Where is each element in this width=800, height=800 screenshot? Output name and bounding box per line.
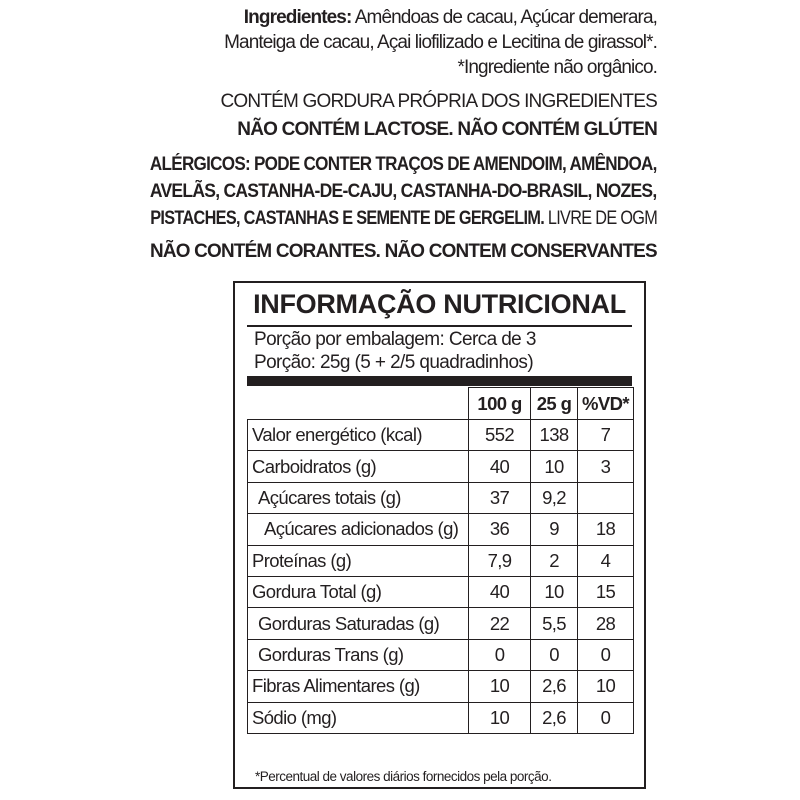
row-label: Gorduras Trans (g) xyxy=(248,639,469,670)
row-vd xyxy=(578,482,634,513)
row-per25: 10 xyxy=(531,576,578,607)
table-row xyxy=(248,608,634,639)
row-per100: 36 xyxy=(469,514,531,545)
header-blank xyxy=(248,388,469,420)
lactose-gluten-claim: NÃO CONTÉM LACTOSE. NÃO CONTÉM GLÚTEN xyxy=(237,119,657,140)
colorants-claim: NÃO CONTÉM CORANTES. NÃO CONTEM CONSERVANTES xyxy=(150,241,657,262)
title-divider xyxy=(247,325,632,327)
row-per25: 10 xyxy=(531,451,578,482)
row-vd: 10 xyxy=(578,671,634,702)
row-per100: 552 xyxy=(469,420,531,451)
row-vd: 3 xyxy=(578,451,634,482)
ogm-claim: LIVRE DE OGM xyxy=(547,208,657,229)
footnote: *Percentual de valores diários fornecidos pela porção. xyxy=(255,769,552,784)
row-vd: 0 xyxy=(578,702,634,733)
row-per100: 10 xyxy=(469,702,531,733)
row-per25: 5,5 xyxy=(531,608,578,639)
row-vd: 15 xyxy=(578,576,634,607)
row-per25: 0 xyxy=(531,639,578,670)
portion-divider xyxy=(247,376,632,386)
row-label: Açúcares totais (g) xyxy=(248,482,469,513)
fat-claim: CONTÉM GORDURA PRÓPRIA DOS INGREDIENTES xyxy=(220,91,657,112)
row-label: Sódio (mg) xyxy=(248,702,469,733)
ingredients-text-2: Manteiga de cacau, Açai liofilizado e Lecitina de girassol*. xyxy=(224,32,657,53)
row-per100: 10 xyxy=(469,671,531,702)
row-per100: 40 xyxy=(469,451,531,482)
allergens-text-3: PISTACHES, CASTANHAS E SEMENTE DE GERGELIM. xyxy=(150,208,544,229)
header-25g: 25 g xyxy=(531,388,578,420)
table-row xyxy=(248,482,634,513)
ingredients-note: *Ingrediente não orgânico. xyxy=(457,57,657,78)
row-per100: 37 xyxy=(469,482,531,513)
header-row xyxy=(248,388,634,420)
row-vd: 7 xyxy=(578,420,634,451)
ingredients-text-1: Amêndoas de cacau, Açúcar demerara, xyxy=(354,7,657,28)
row-label: Valor energético (kcal) xyxy=(248,420,469,451)
row-label: Proteínas (g) xyxy=(248,545,469,576)
allergens-line-2: AVELÃS, CASTANHA-DE-CAJU, CASTANHA-DO-BRASIL, NOZES, xyxy=(150,181,657,202)
table-row xyxy=(248,639,634,670)
row-per100: 40 xyxy=(469,576,531,607)
table-row xyxy=(248,514,634,545)
ingredients-label: Ingredientes: xyxy=(243,7,352,28)
row-per100: 0 xyxy=(469,639,531,670)
row-label: Carboidratos (g) xyxy=(248,451,469,482)
allergens-line-1: ALÉRGICOS: PODE CONTER TRAÇOS DE AMENDOIM, AMÊNDOA, xyxy=(150,154,657,175)
row-vd: 0 xyxy=(578,639,634,670)
row-per100: 22 xyxy=(469,608,531,639)
table-row xyxy=(248,420,634,451)
portions-per-pack: Porção por embalagem: Cerca de 3 xyxy=(254,329,536,350)
row-per25: 2 xyxy=(531,545,578,576)
row-per25: 2,6 xyxy=(531,671,578,702)
table-row xyxy=(248,702,634,733)
row-per25: 9 xyxy=(531,514,578,545)
row-per25: 9,2 xyxy=(531,482,578,513)
row-vd: 18 xyxy=(578,514,634,545)
row-per25: 138 xyxy=(531,420,578,451)
header-vd: %VD* xyxy=(578,388,634,420)
table-row xyxy=(248,545,634,576)
row-per25: 2,6 xyxy=(531,702,578,733)
row-vd: 28 xyxy=(578,608,634,639)
portion-size: Porção: 25g (5 + 2/5 quadradinhos) xyxy=(254,352,534,373)
nutrition-grid xyxy=(247,387,634,734)
table-row xyxy=(248,451,634,482)
header-100g: 100 g xyxy=(469,388,531,420)
row-vd: 4 xyxy=(578,545,634,576)
ingredients-line-1 xyxy=(244,7,657,29)
row-label: Gordura Total (g) xyxy=(248,576,469,607)
row-label: Açúcares adicionados (g) xyxy=(248,514,469,545)
row-label: Fibras Alimentares (g) xyxy=(248,671,469,702)
table-row xyxy=(248,576,634,607)
nutrition-table xyxy=(233,281,646,789)
table-row xyxy=(248,671,634,702)
row-label: Gorduras Saturadas (g) xyxy=(248,608,469,639)
nutrition-title: INFORMAÇÃO NUTRICIONAL xyxy=(253,289,626,319)
allergens-line-3 xyxy=(150,208,657,230)
row-per100: 7,9 xyxy=(469,545,531,576)
